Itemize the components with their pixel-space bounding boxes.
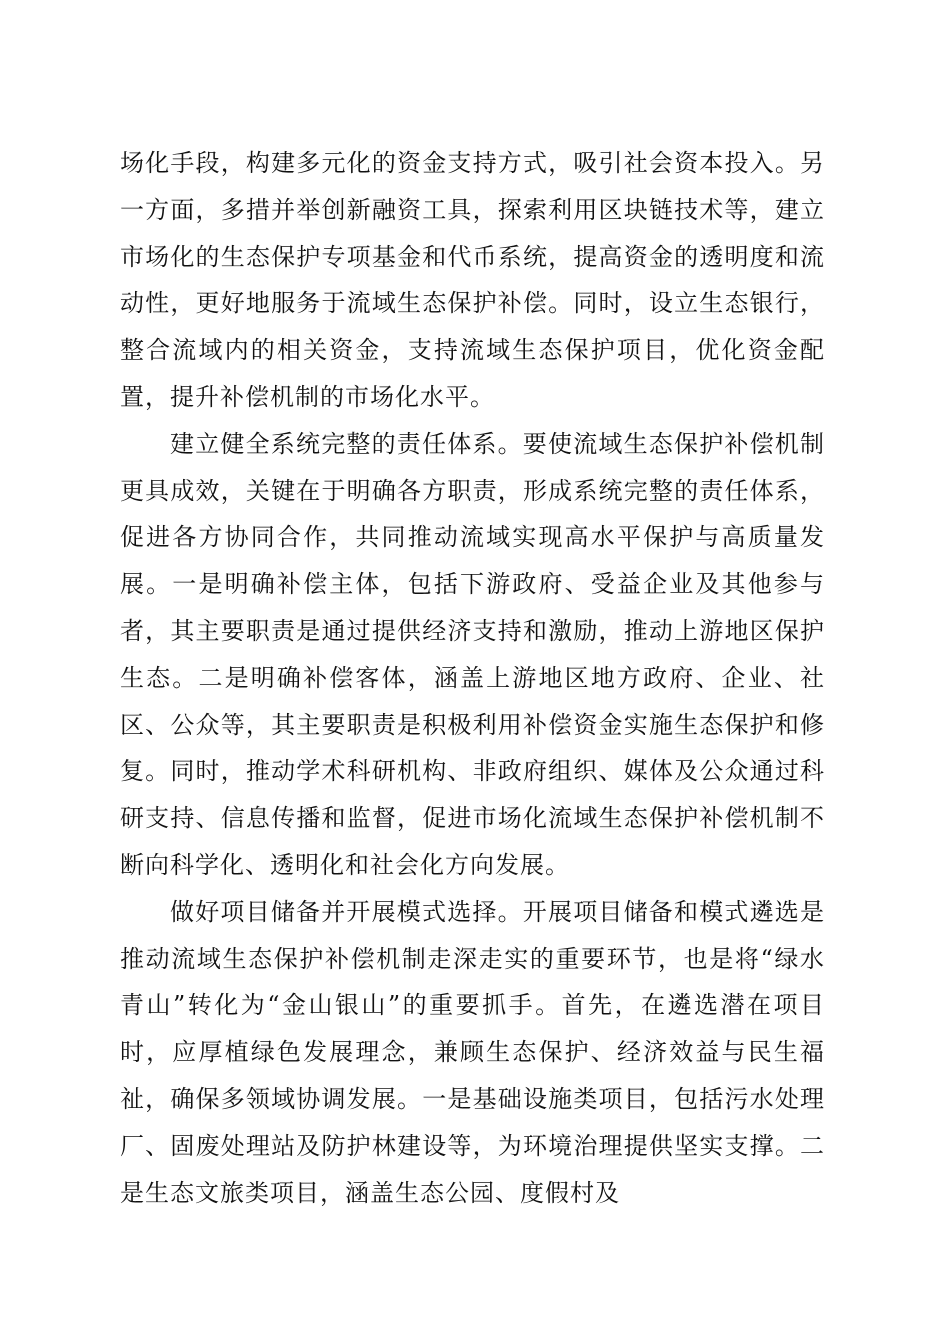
- paragraph-2: 建立健全系统完整的责任体系。要使流域生态保护补偿机制更具成效，关键在于明确各方职责，形成系统完整的责任体系，促进各方协同合作，共同推动流域实现高水平保护与高质量发展。一是明确补偿主体，包括下游政府、受益企业及其他参与者，其主要职责是通过提供经济支持和激励，推动上游地区保护生态。二是明确补偿客体，涵盖上游地区地方政府、企业、社区、公众等，其主要职责是积极利用补偿资金实施生态保护和修复。同时，推动学术科研机构、非政府组织、媒体及公众通过科研支持、信息传播和监督，促进市场化流域生态保护补偿机制不断向科学化、透明化和社会化方向发展。: [120, 429, 825, 879]
- paragraph-1: 场化手段，构建多元化的资金支持方式，吸引社会资本投入。另一方面，多措并举创新融资工具，探索利用区块链技术等，建立市场化的生态保护专项基金和代币系统，提高资金的透明度和流动性，更好地服务于流域生态保护补偿。同时，设立生态银行，整合流域内的相关资金，支持流域生态保护项目，优化资金配置，提升补偿机制的市场化水平。: [120, 149, 825, 411]
- paragraph-3: 做好项目储备并开展模式选择。开展项目储备和模式遴选是推动流域生态保护补偿机制走深走实的重要环节，也是将“绿水青山”转化为“金山银山”的重要抓手。首先，在遴选潜在项目时，应厚植绿色发展理念，兼顾生态保护、经济效益与民生福祉，确保多领域协调发展。一是基础设施类项目，包括污水处理厂、固废处理站及防护林建设等，为环境治理提供坚实支撑。二是生态文旅类项目，涵盖生态公园、度假村及: [120, 897, 825, 1207]
- body-text: [120, 140, 825, 1216]
